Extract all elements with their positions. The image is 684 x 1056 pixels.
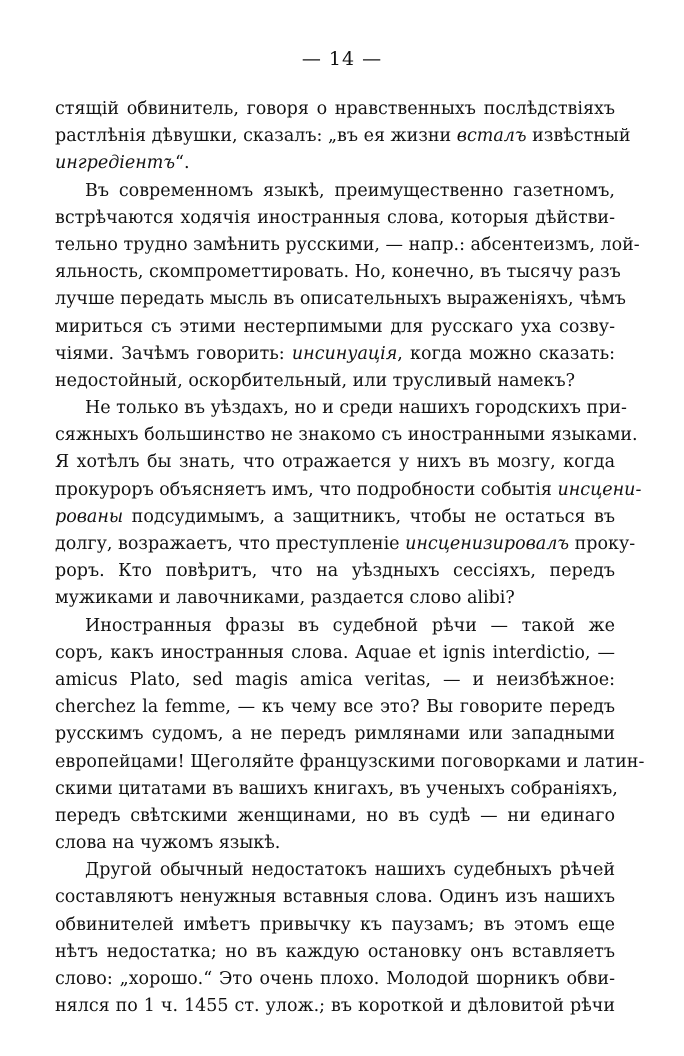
text-line bbox=[55, 939, 615, 966]
text-line bbox=[55, 150, 615, 177]
text-segment: тельно трудно замѣнить русскими, — напр.: абсентеизмъ, лой- bbox=[55, 234, 640, 255]
text-line bbox=[55, 395, 627, 422]
text-line bbox=[55, 830, 615, 857]
text-segment: долгу, возражаетъ, что преступленіе bbox=[55, 534, 406, 554]
text-line bbox=[55, 857, 615, 884]
text-segment: извѣстный bbox=[526, 126, 631, 147]
text-segment: встрѣчаются ходячія иностранныя слова, которыя дѣйстви- bbox=[55, 207, 615, 228]
body-text bbox=[55, 96, 645, 1020]
text-line bbox=[55, 585, 615, 612]
text-segment: Иностранныя фразы въ судебной рѣчи — такой же bbox=[85, 615, 615, 636]
text-segment: , когда можно сказать: bbox=[397, 343, 615, 364]
text-segment: проку- bbox=[569, 534, 636, 554]
text-segment: яльность, скомпрометтировать. Но, конечно, въ тысячу разъ bbox=[55, 262, 621, 283]
text-segment: Не только въ уѣздахъ, но и среди нашихъ городскихъ при- bbox=[85, 398, 627, 419]
text-line bbox=[55, 640, 615, 667]
text-line bbox=[55, 504, 615, 531]
text-line bbox=[55, 477, 642, 504]
text-line bbox=[55, 422, 638, 449]
text-line bbox=[55, 178, 615, 205]
text-segment: скими цитатами въ вашихъ книгахъ, въ ученыхъ собраніяхъ, bbox=[55, 778, 618, 799]
italic-text: ингредіентъ bbox=[55, 153, 176, 174]
text-line bbox=[55, 368, 615, 395]
text-line bbox=[55, 966, 615, 993]
italic-text: рованы bbox=[55, 506, 124, 527]
text-line bbox=[55, 96, 615, 123]
italic-text: инсинуація bbox=[291, 343, 398, 364]
text-line bbox=[55, 531, 636, 558]
text-line bbox=[55, 232, 640, 259]
text-segment: лучше передать мысль въ описательныхъ выраженіяхъ, чѣмъ bbox=[55, 289, 626, 310]
text-line bbox=[55, 286, 626, 313]
text-line bbox=[55, 449, 615, 476]
text-line bbox=[55, 721, 615, 748]
text-segment: чіями. Зачѣмъ говорить: bbox=[55, 343, 292, 364]
text-segment: соръ, какъ иностранныя слова. Aquae et ignis interdictio, — bbox=[55, 642, 615, 663]
text-segment: стящій обвинитель, говоря о нравственныхъ послѣдствіяхъ bbox=[55, 99, 615, 119]
text-line bbox=[55, 912, 615, 939]
text-line bbox=[55, 259, 621, 286]
italic-text: инсценизировалъ bbox=[405, 534, 570, 554]
text-line bbox=[55, 884, 615, 911]
italic-text: всталъ bbox=[456, 126, 527, 147]
text-segment: слово: „хорошо.“ Это очень плохо. Молодой шорникъ обви- bbox=[55, 969, 615, 989]
text-segment: европейцами! Щеголяйте французскими поговорками и латин- bbox=[55, 751, 645, 772]
text-segment: слова на чужомъ языкѣ. bbox=[55, 833, 281, 854]
text-line bbox=[55, 667, 615, 694]
text-segment: нялся по 1 ч. 1455 ст. улож.; въ короткой и дѣловитой рѣчи bbox=[55, 996, 615, 1017]
text-segment: сяжныхъ большинство не знакомо съ иностранными языками. bbox=[55, 425, 638, 446]
page-number: — 14 — bbox=[301, 48, 383, 70]
text-segment: Другой обычный недостатокъ нашихъ судебныхъ рѣчей bbox=[85, 860, 615, 881]
italic-text: инсцени- bbox=[557, 479, 642, 500]
text-line bbox=[55, 694, 615, 721]
text-line bbox=[55, 993, 615, 1020]
text-line bbox=[55, 803, 615, 830]
text-segment: Я хотѣлъ бы знать, что отражается у нихъ въ мозгу, когда bbox=[55, 452, 615, 473]
text-segment: составляютъ ненужныя вставныя слова. Одинъ изъ нашихъ bbox=[55, 887, 615, 908]
text-line bbox=[55, 205, 615, 232]
text-segment: русскимъ судомъ, а не передъ римлянами или западными bbox=[55, 724, 615, 745]
text-segment: передъ свѣтскими женщинами, но въ судѣ — ни единаго bbox=[55, 805, 615, 826]
text-segment: нѣтъ недостатка; но въ каждую остановку онъ вставляетъ bbox=[55, 941, 615, 962]
text-segment: подсудимымъ, а защитникъ, чтобы не остаться въ bbox=[123, 506, 615, 527]
text-line bbox=[55, 341, 615, 368]
text-segment: мириться съ этими нестерпимыми для русскаго уха созву- bbox=[55, 316, 615, 337]
text-segment: “. bbox=[175, 153, 190, 174]
text-segment: cherchez la femme, — къ чему все это? Вы говорите передъ bbox=[55, 697, 615, 718]
text-segment: прокуроръ объясняетъ имъ, что подробности событія bbox=[55, 479, 558, 500]
text-line bbox=[55, 749, 645, 776]
text-line bbox=[55, 314, 615, 341]
text-segment: растлѣнія дѣвушки, сказалъ: „въ ея жизни bbox=[55, 126, 457, 147]
text-segment: Въ современномъ языкѣ, преимущественно газетномъ, bbox=[85, 180, 615, 201]
text-segment: amicus Plato, sed magis amica veritas, — и неизбѣжное: bbox=[55, 669, 615, 690]
text-line bbox=[55, 123, 631, 150]
text-line bbox=[55, 776, 618, 803]
text-line bbox=[55, 558, 615, 585]
text-segment: недостойный, оскорбительный, или трусливый намекъ? bbox=[55, 370, 575, 391]
text-segment: обвинителей имѣетъ привычку къ паузамъ; въ этомъ еще bbox=[55, 914, 615, 935]
text-segment: мужиками и лавочниками, раздается слово alibi? bbox=[55, 588, 515, 609]
text-line bbox=[55, 613, 615, 640]
text-segment: роръ. Кто повѣритъ, что на уѣздныхъ сессіяхъ, передъ bbox=[55, 561, 615, 582]
